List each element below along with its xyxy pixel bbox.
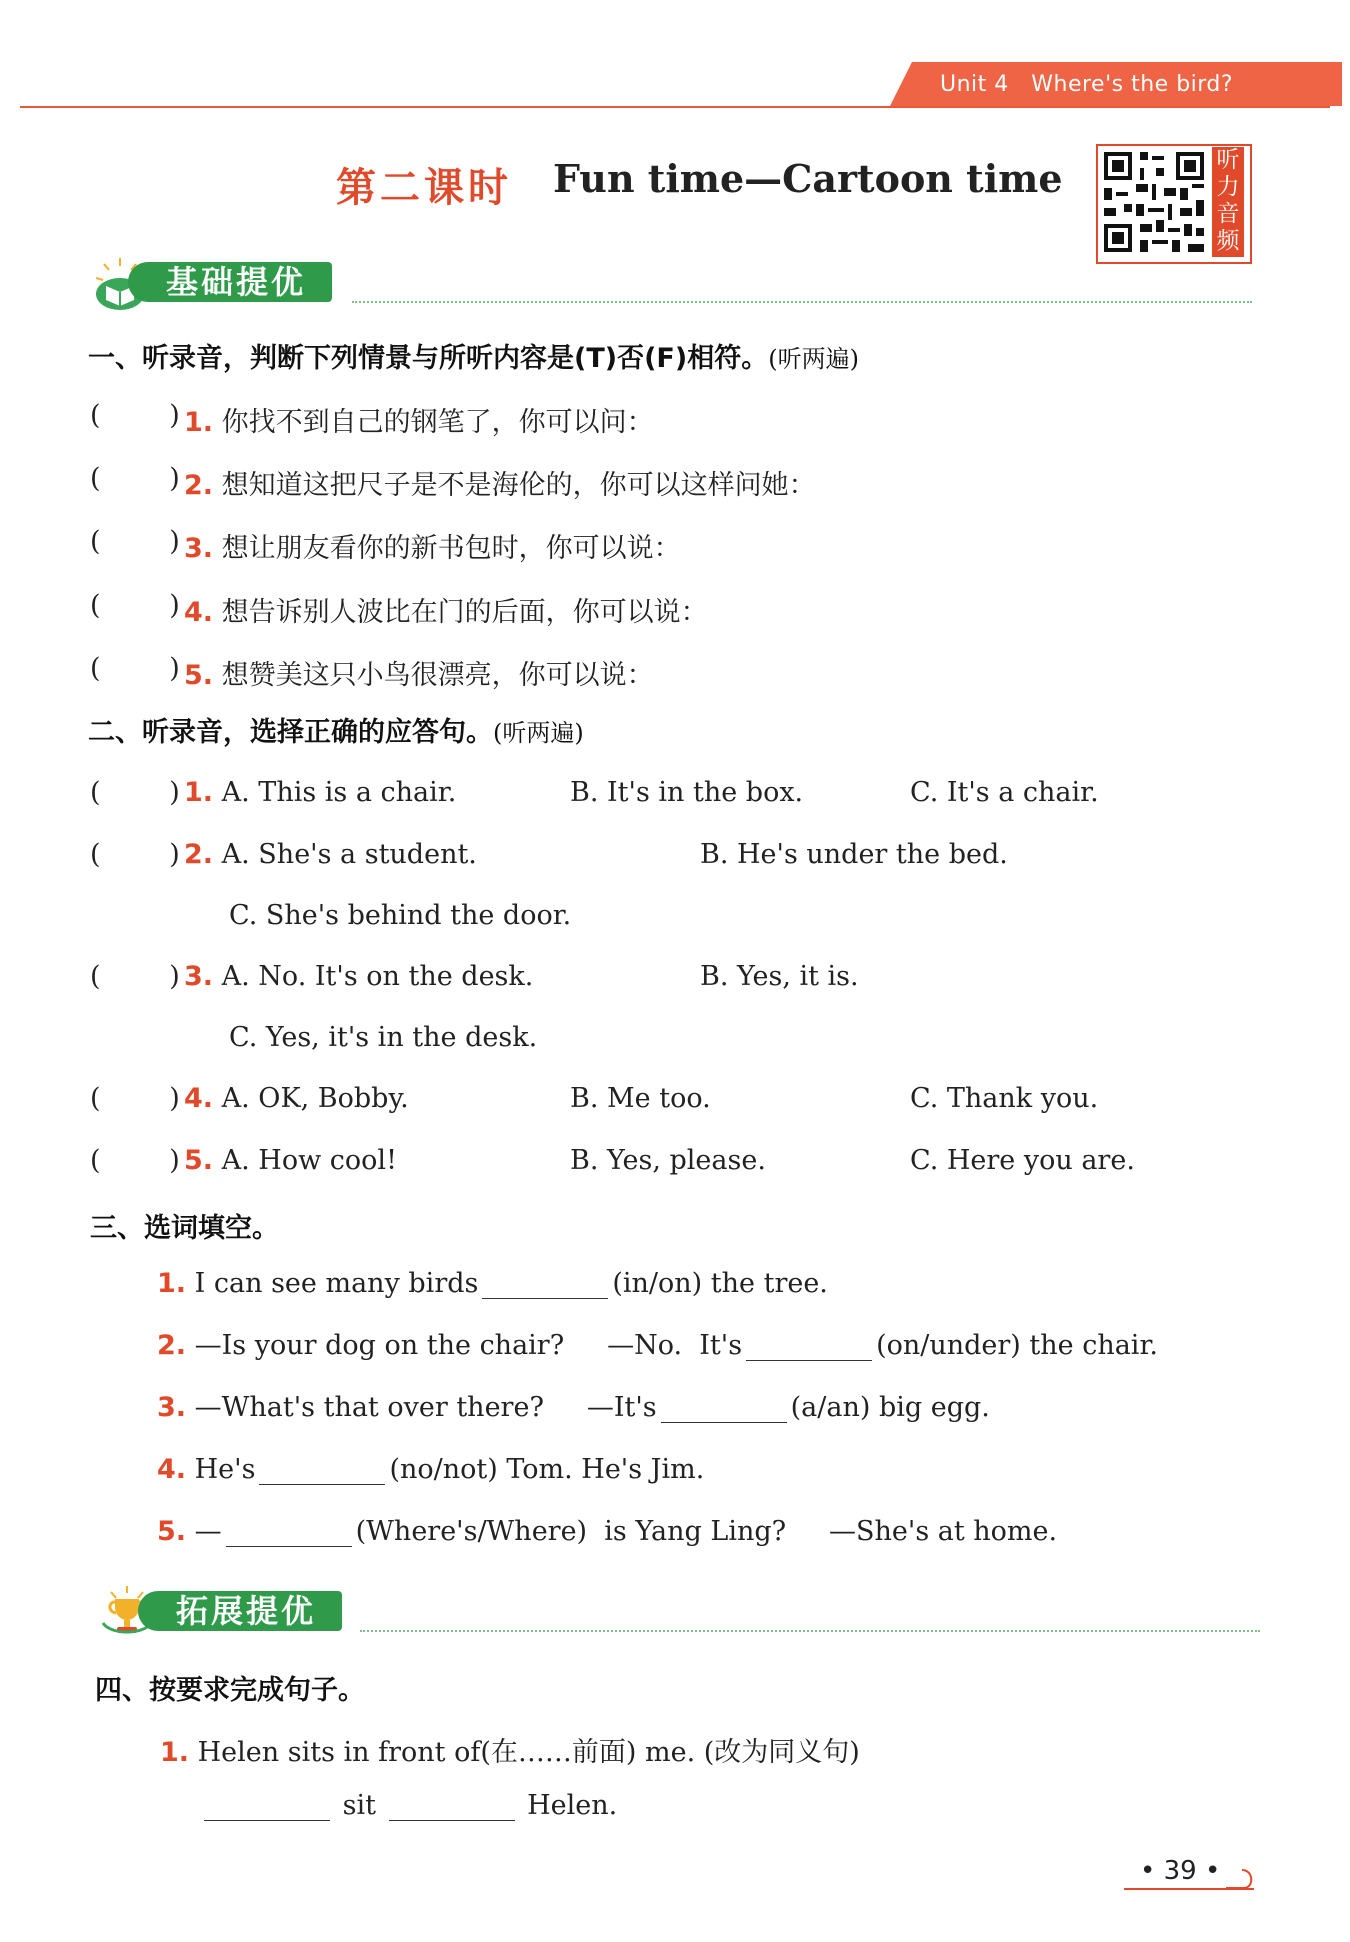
part2-heading: 二、听录音，选择正确的应答句。(听两遍) <box>88 717 584 748</box>
answer-bracket[interactable]: ( ) <box>90 1145 180 1176</box>
option-c: C. It's a chair. <box>910 777 1099 808</box>
option-b: B. Me too. <box>570 1083 711 1114</box>
fill-blank[interactable] <box>259 1454 385 1485</box>
option-b: B. It's in the box. <box>570 777 804 808</box>
option-c: C. Here you are. <box>910 1145 1135 1176</box>
answer-bracket[interactable]: ( ) <box>90 463 180 494</box>
answer-bracket[interactable]: ( ) <box>90 777 180 808</box>
page-number: • 39 • <box>1140 1856 1221 1886</box>
list-item: 1. A. This is a chair. <box>184 777 457 808</box>
fill-blank[interactable] <box>389 1790 515 1821</box>
list-item: 1. Helen sits in front of(在……前面) me. (改为同义句) <box>160 1737 860 1768</box>
option-c: C. She's behind the door. <box>229 900 572 931</box>
part1-heading: 一、听录音，判断下列情景与所听内容是(T)否(F)相符。(听两遍) <box>88 343 859 374</box>
list-item: 3. 想让朋友看你的新书包时，你可以说： <box>184 533 681 564</box>
unit-label: Unit 4 Where's the bird? <box>940 72 1234 97</box>
answer-line: sit Helen. <box>200 1790 617 1821</box>
fill-blank[interactable] <box>661 1392 787 1423</box>
answer-bracket[interactable]: ( ) <box>90 400 180 431</box>
section-divider <box>360 1630 1260 1632</box>
list-item: 1. I can see many birds (in/on) the tree. <box>157 1268 828 1299</box>
answer-bracket[interactable]: ( ) <box>90 590 180 621</box>
part3-heading: 三、选词填空。 <box>90 1213 279 1244</box>
option-b: B. Yes, please. <box>570 1145 766 1176</box>
list-item: 4. He's (no/not) Tom. He's Jim. <box>157 1454 705 1485</box>
section-extend-badge: 拓展提优 <box>138 1591 342 1631</box>
fill-blank[interactable] <box>746 1330 872 1361</box>
list-item: 4. 想告诉别人波比在门的后面，你可以说： <box>184 597 708 628</box>
list-item: 2. —Is your dog on the chair? —No. It's (on/under) the chair. <box>157 1330 1158 1361</box>
answer-bracket[interactable]: ( ) <box>90 839 180 870</box>
list-item: 3. —What's that over there? —It's (a/an) big egg. <box>157 1392 990 1423</box>
header-rule <box>20 106 1330 108</box>
list-item: 4. A. OK, Bobby. <box>184 1083 409 1114</box>
list-item: 5. 想赞美这只小鸟很漂亮，你可以说： <box>184 660 654 691</box>
lesson-number: 第二课时 <box>336 164 512 211</box>
qr-code-icon[interactable] <box>1100 148 1208 256</box>
option-b: B. He's under the bed. <box>700 839 1008 870</box>
list-item: 3. A. No. It's on the desk. <box>184 961 534 992</box>
answer-bracket[interactable]: ( ) <box>90 961 180 992</box>
answer-bracket[interactable]: ( ) <box>90 653 180 684</box>
fill-blank[interactable] <box>226 1516 352 1547</box>
answer-bracket[interactable]: ( ) <box>90 1083 180 1114</box>
option-c: C. Thank you. <box>910 1083 1099 1114</box>
list-item: 5. — (Where's/Where) is Yang Ling? —She's at home. <box>157 1516 1058 1547</box>
list-item: 1. 你找不到自己的钢笔了，你可以问： <box>184 407 654 438</box>
audio-label: 听 力 音 频 <box>1212 147 1244 257</box>
list-item: 2. 想知道这把尺子是不是海伦的，你可以这样问她： <box>184 470 816 501</box>
curl-ornament-icon <box>1226 1864 1256 1890</box>
section-divider <box>352 301 1252 303</box>
list-item: 2. A. She's a student. <box>184 839 477 870</box>
section-basic-badge: 基础提优 <box>128 262 332 302</box>
lesson-title: Fun time—Cartoon time <box>553 156 1063 201</box>
answer-bracket[interactable]: ( ) <box>90 526 180 557</box>
option-c: C. Yes, it's in the desk. <box>229 1022 538 1053</box>
list-item: 5. A. How cool! <box>184 1145 397 1176</box>
option-b: B. Yes, it is. <box>700 961 859 992</box>
part4-heading: 四、按要求完成句子。 <box>95 1675 365 1706</box>
fill-blank[interactable] <box>482 1268 608 1299</box>
fill-blank[interactable] <box>204 1790 330 1821</box>
